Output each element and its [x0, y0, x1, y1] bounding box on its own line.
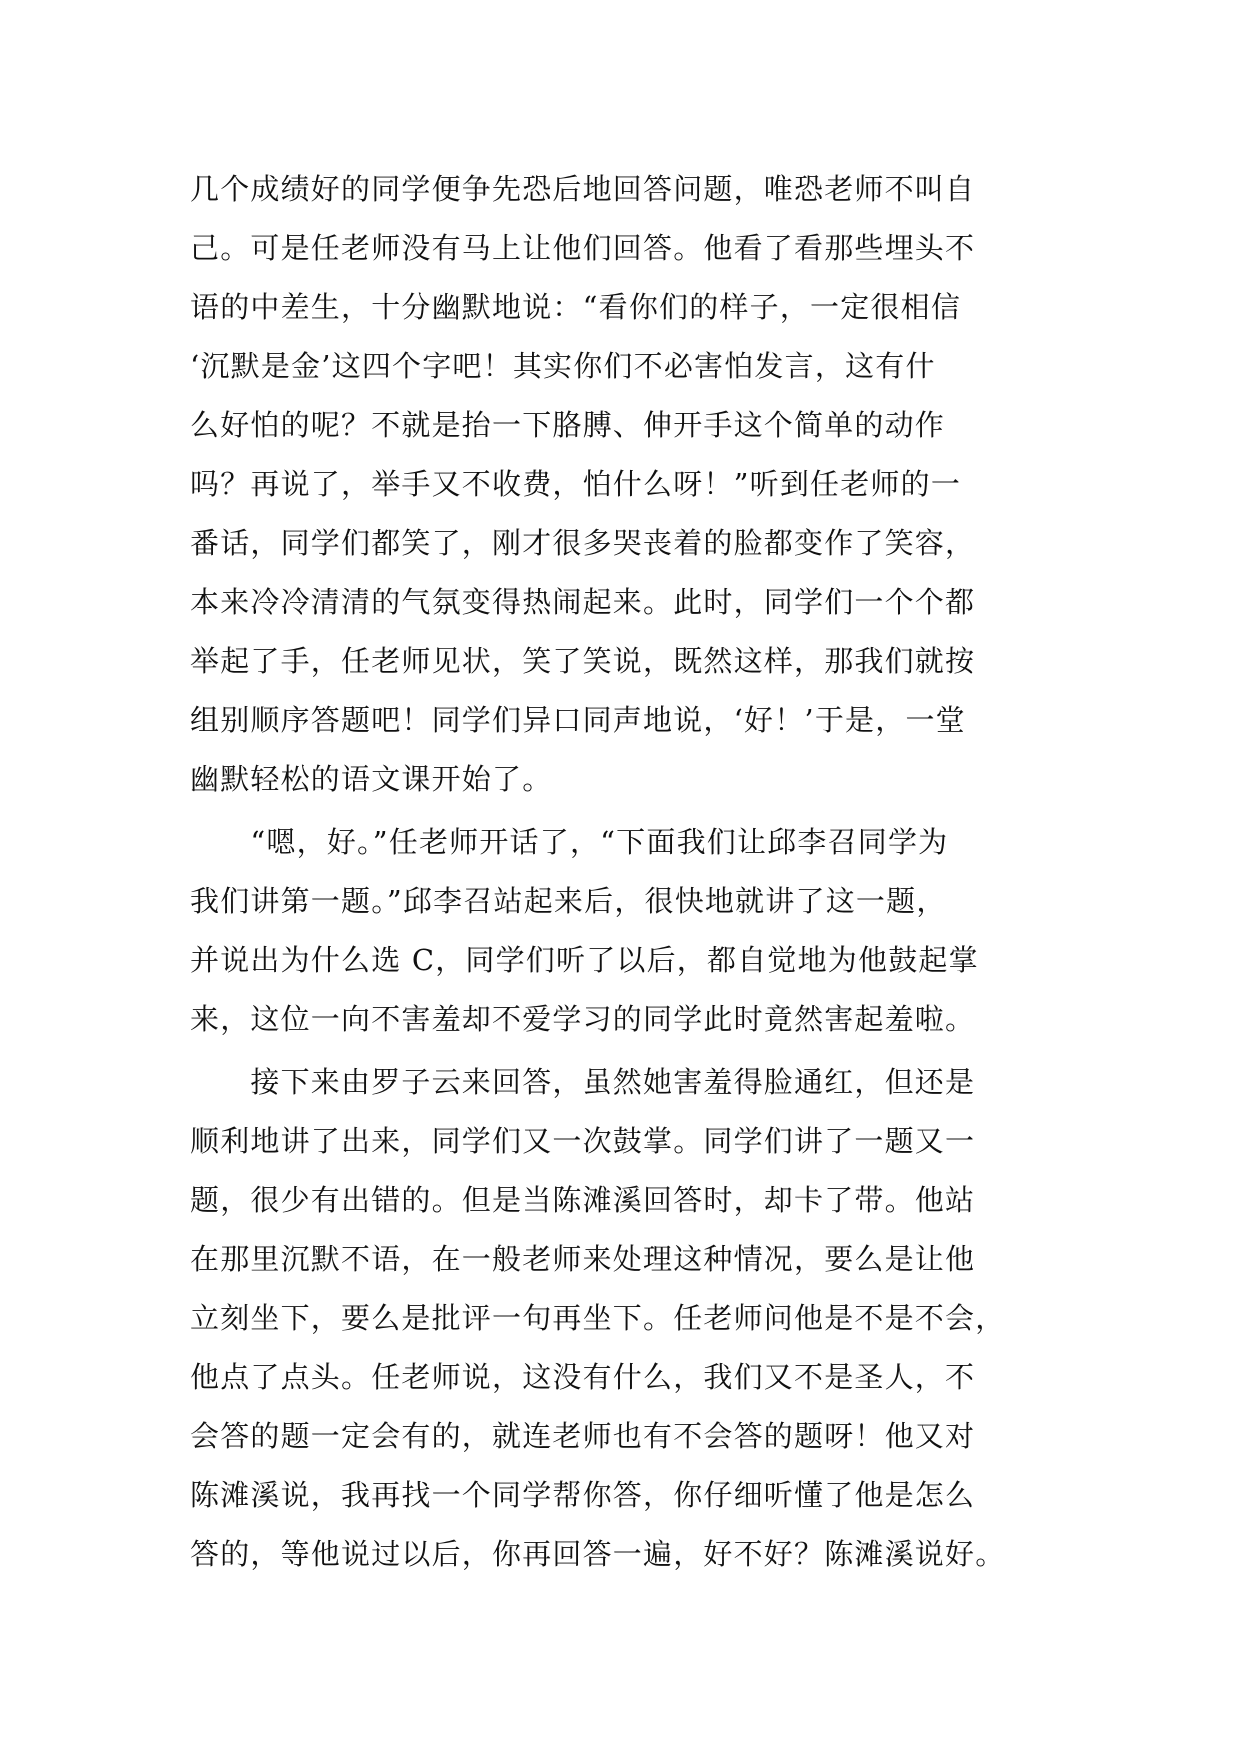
text-line: 顺利地讲了出来，同学们又一次鼓掌。同学们讲了一题又一: [190, 1124, 976, 1158]
text-line: “嗯，好。”任老师开话了，“下面我们让邱李召同学为: [190, 825, 949, 859]
text-line: 立刻坐下，要么是批评一句再坐下。任老师问他是不是不会，: [190, 1301, 1006, 1335]
paragraph-3: [190, 1053, 1070, 1584]
text-line: 陈滩溪说，我再找一个同学帮你答，你仔细听懂了他是怎么: [190, 1478, 976, 1512]
text-line: 本来冷冷清清的气氛变得热闹起来。此时，同学们一个个都: [190, 585, 976, 619]
text-line: 组别顺序答题吧！同学们异口同声地说，‘好！’于是，一堂: [190, 703, 966, 737]
text-line: 来，这位一向不害羞却不爱学习的同学此时竟然害起羞啦。: [190, 1002, 976, 1036]
paragraph-2: [190, 813, 1070, 1049]
body-text: [190, 160, 1070, 1584]
text-line: 接下来由罗子云来回答，虽然她害羞得脸通红，但还是: [190, 1065, 976, 1099]
text-line: 么好怕的呢？不就是抬一下胳膊、伸开手这个简单的动作: [190, 408, 946, 442]
text-line: 幽默轻松的语文课开始了。: [190, 762, 553, 796]
text-line: 会答的题一定会有的，就连老师也有不会答的题呀！他又对: [190, 1419, 976, 1453]
text-line: 我们讲第一题。”邱李召站起来后，很快地就讲了这一题，: [190, 884, 947, 918]
text-line: ‘沉默是金’这四个字吧！其实你们不必害怕发言，这有什: [190, 349, 936, 383]
text-line: 他点了点头。任老师说，这没有什么，我们又不是圣人，不: [190, 1360, 976, 1394]
text-line: 答的，等他说过以后，你再回答一遍，好不好？陈滩溪说好。: [190, 1537, 1006, 1571]
text-line: 举起了手，任老师见状，笑了笑说，既然这样，那我们就按: [190, 644, 976, 678]
text-line: 番话，同学们都笑了，刚才很多哭丧着的脸都变作了笑容，: [190, 526, 976, 560]
text-line: 题，很少有出错的。但是当陈滩溪回答时，却卡了带。他站: [190, 1183, 976, 1217]
text-line: 吗？再说了，举手又不收费，怕什么呀！”听到任老师的一: [190, 467, 962, 501]
text-line: 并说出为什么选 C，同学们听了以后，都自觉地为他鼓起掌: [190, 943, 979, 977]
text-line: 在那里沉默不语，在一般老师来处理这种情况，要么是让他: [190, 1242, 976, 1276]
paragraph-1: [190, 160, 1070, 809]
text-line: 语的中差生，十分幽默地说：“看你们的样子，一定很相信: [190, 290, 962, 324]
text-line: 几个成绩好的同学便争先恐后地回答问题，唯恐老师不叫自: [190, 172, 976, 206]
text-line: 己。可是任老师没有马上让他们回答。他看了看那些埋头不: [190, 231, 976, 265]
